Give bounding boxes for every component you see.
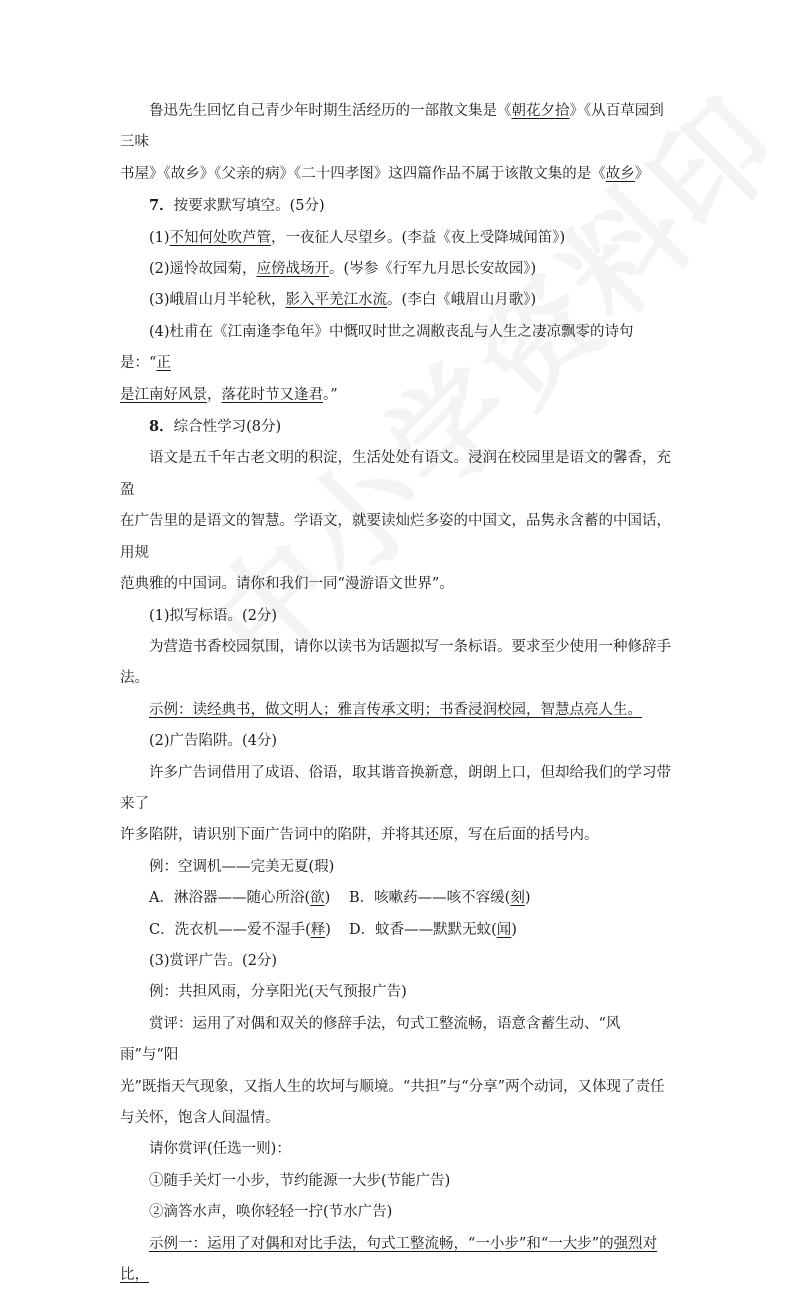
q8-sub2-task-line-1: 许多广告词借用了成语、俗语，取其谐音换新意，朗朗上口，但却给我们的学习带来了	[120, 764, 671, 812]
q8-sub2-task-line-2: 许多陷阱，请识别下面广告词中的陷阱，并将其还原，写在后面的括号内。	[120, 827, 599, 844]
q8-sub1-task: 为营造书香校园氛围，请你以读书为话题拟写一条标语。要求至少使用一种修辞手法。	[120, 638, 671, 687]
q8-sub3-review-line-2: 光”既指天气现象，又指人生的坎坷与顺境。“共担”与“分享”两个动词，又体现了责任	[120, 1078, 665, 1095]
q8-sub2-title: (2)广告陷阱。(4分)	[149, 733, 278, 750]
q8-options-row-2	[120, 915, 676, 946]
q8-sub3-review-line-3: 与关怀，饱含人间温情。	[120, 1110, 280, 1126]
q6-line-2: 书屋》《故乡》《父亲的病》《二十四孝图》这四篇作品不属于该散文集的是《故乡》	[120, 165, 650, 182]
q8-heading: 8．综合性学习(8分)	[149, 418, 282, 436]
q8-sub3-review-line-1: 赏评：运用了对偶和双关的修辞手法，句式工整流畅，语意含蓄生动、“风雨”与“阳	[120, 1015, 621, 1064]
option-a: A．淋浴器——随心所浴(欲)	[149, 890, 331, 907]
q7-item-1: (1)不知何处吹芦管，一夜征人尽望乡。(李益《夜上受降城闻笛》)	[149, 229, 566, 246]
option-c: C．洗衣机——爱不湿手(释)	[149, 921, 331, 938]
q8-sub3-sample: 示例一：运用了对偶和对比手法，句式工整流畅，“一小步”和“一大步”的强烈对比，	[120, 1235, 658, 1284]
q7-item-4-line-2: 是江南好风景，落花时节又逢君。”	[120, 386, 338, 403]
q8-sub3-ad-2: ②滴答水声，唤你轻轻一拧(节水广告)	[149, 1204, 393, 1221]
q7-heading: 7．按要求默写填空。(5分)	[149, 197, 325, 215]
option-b: B．咳嗽药——咳不容缓(刻)	[349, 890, 531, 907]
q8-intro-line-3: 范典雅的中国词。请你和我们一同“漫游语文世界”。	[120, 576, 454, 593]
q8-intro-line-2: 在广告里的是语文的智慧。学语文，就要读灿烂多姿的中国文，品隽永含蓄的中国话，用规	[120, 513, 671, 561]
q8-sub3-ad-1: ①随手关灯一小步，节约能源一大步(节能广告)	[149, 1172, 451, 1189]
q7-item-2: (2)遥怜故园菊，应傍战场开。(岑参《行军九月思长安故园》)	[149, 261, 537, 278]
q7-item-4-line-1: (4)杜甫在《江南逢李龟年》中慨叹时世之凋敝丧乱与人生之凄凉飘零的诗句是：“正	[120, 323, 634, 372]
q7-item-3: (3)峨眉山月半轮秋，影入平羌江水流。(李白《峨眉山月歌》)	[149, 292, 537, 309]
q8-sub3-prompt: 请你赏评(任选一则)：	[149, 1141, 291, 1158]
q8-sub1-example: 示例：读经典书，做文明人；雅言传承文明；书香浸润校园，智慧点亮人生。	[149, 701, 642, 718]
q8-sub2-example: 例：空调机——完美无夏(瑕)	[149, 858, 335, 875]
document-body	[120, 96, 676, 1291]
option-d: D．蚊香——默默无蚊(闻)	[349, 921, 517, 938]
q8-sub3-title: (3)赏评广告。(2分)	[149, 952, 278, 969]
q6-line-1: 鲁迅先生回忆自己青少年时期生活经历的一部散文集是《朝花夕拾》《从百草园到三味	[120, 103, 664, 151]
q8-options-row-1	[120, 883, 676, 914]
q8-intro-line-1: 语文是五千年古老文明的积淀，生活处处有语文。浸润在校园里是语文的馨香，充盈	[120, 450, 671, 498]
q8-sub1-title: (1)拟写标语。(2分)	[149, 607, 278, 624]
q8-sub3-example: 例：共担风雨，分享阳光(天气预报广告)	[149, 984, 407, 1001]
